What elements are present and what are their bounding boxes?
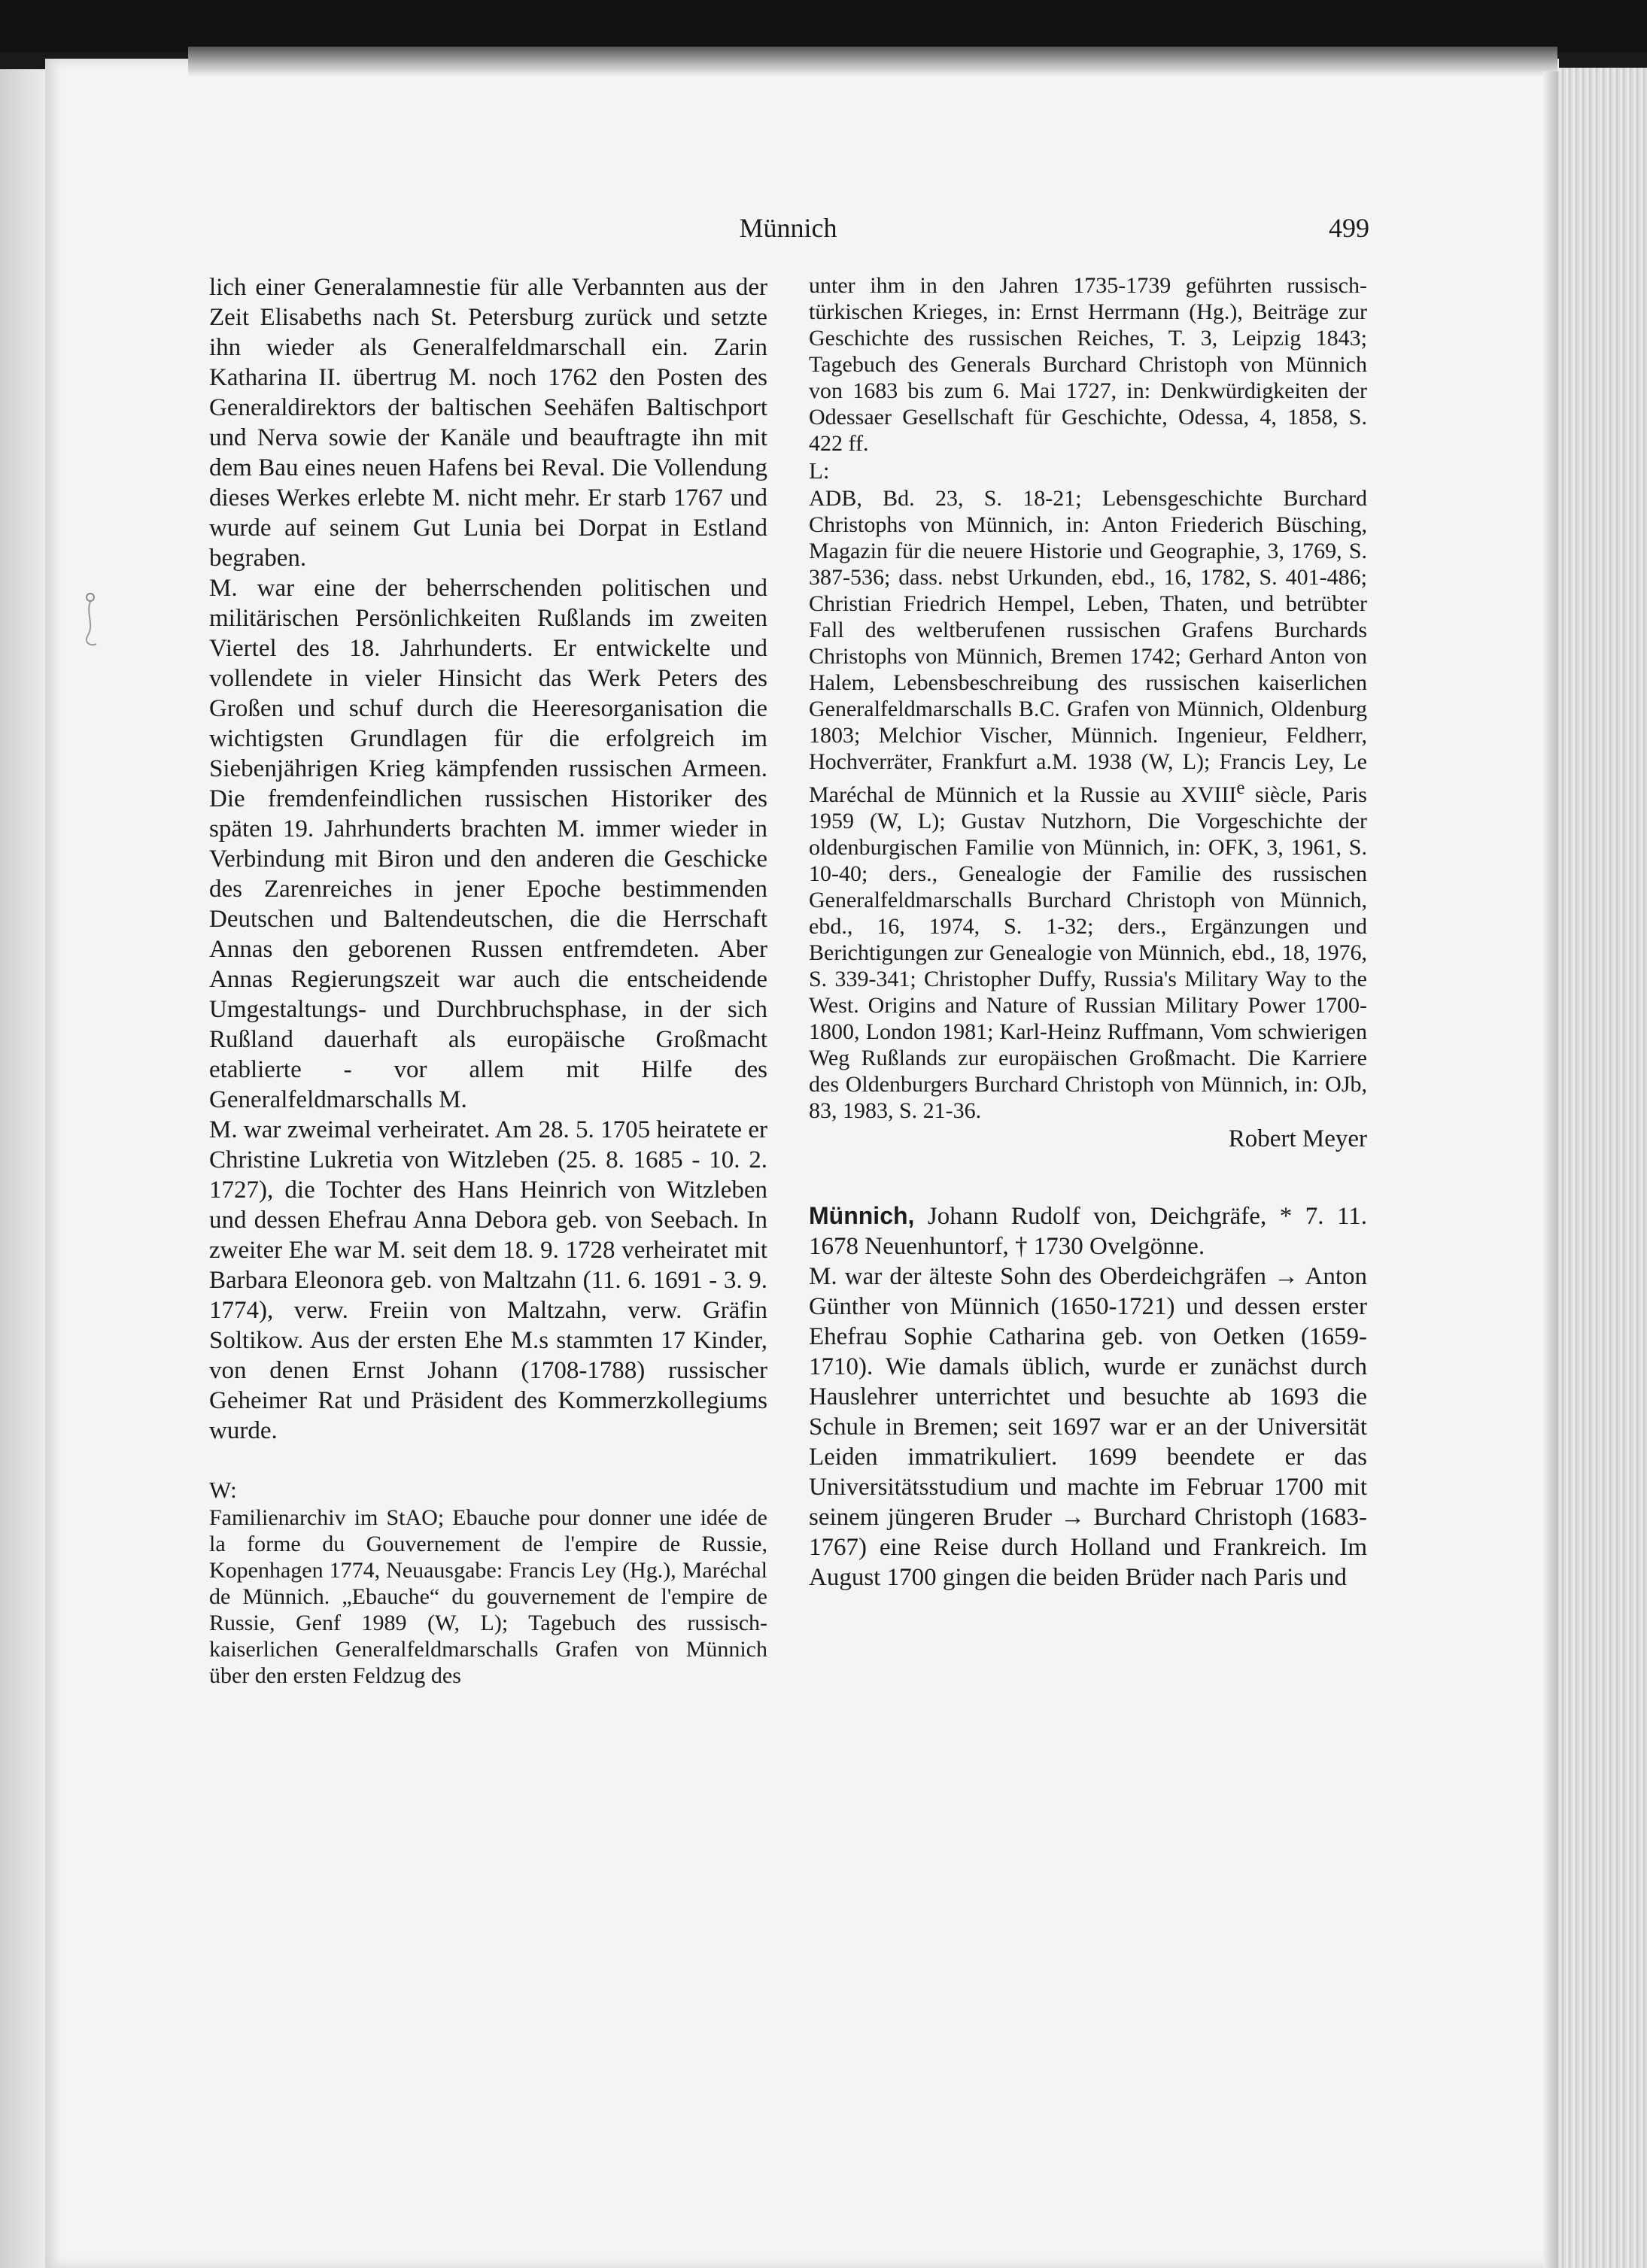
literature-part-a: ADB, Bd. 23, S. 18-21; Lebensgeschichte Burchard Christophs von Münnich, in: Anton Friederich Büsching, Magazin für die neuere Historie und Geographie, 3, 1769, S. 387-536; dass. nebst Urkunden, ebd., 16, 1782, S. 401-486; Christian Friedrich Hempel, Leben, Thaten, und betrübter Fall des weltberufenen russischen Grafens Burchards Christophs von Münnich, Bremen 1742; Gerhard Anton von Halem, Lebensbeschreibung des russischen kaiserlichen Generalfeldmarschalls B.C. Grafen von Münnich, Oldenburg 1803; Melchior Vischer, Münnich. Ingenieur, Feldherr, Hochverräter, Frankfurt a.M. 1938 (W, L); Francis Ley, Le Maréchal de Münnich et la Russie au XVIII (809, 486, 1367, 807)
right-column (809, 272, 1367, 1592)
entry-heading (809, 1201, 1367, 1262)
margin-pencil-mark (81, 591, 99, 651)
article-author: Robert Meyer (1228, 1125, 1367, 1152)
literature-superscript: e (1236, 778, 1245, 798)
page-number: 499 (1329, 213, 1369, 243)
works-text: Familienarchiv im StAO; Ebauche pour donner une idée de la forme du Gouvernement de l'empire de Russie, Kopenhagen 1774, Neuausgabe: Francis Ley (Hg.), Maréchal de Münnich. „Ebauche“ du gouvernement de l'empire de Russie, Genf 1989 (W, L); Tagebuch des russisch-kaiserlichen Generalfeldmarschalls Grafen von Münnich über den ersten Feldzug des (209, 1505, 767, 1688)
literature-part-b: siècle, Paris 1959 (W, L); Gustav Nutzhorn, Die Vorgeschichte der oldenburgischen Familie von Münnich, in: OFK, 3, 1961, S. 10-40; ders., Genealogie der Familie des russischen Generalfeldmarschalls Burchard Christoph von Münnich, ebd., 16, 1974, S. 1-32; ders., Ergänzungen und Berichtigungen zur Genealogie von Münnich, ebd., 18, 1976, S. 339-341; Christopher Duffy, Russia's Military Way to the West. Origins and Nature of Russian Military Power 1700-1800, London 1981; Karl-Heinz Ruffmann, Vom schwierigen Weg Rußlands zur europäischen Großmacht. Die Karriere des Oldenburgers Burchard Christoph von Münnich, in: OJb, 83, 1983, S. 21-36. (809, 782, 1367, 1123)
entry-body: M. war der älteste Sohn des Oberdeichgräfen → Anton Günther von Münnich (1650-1721) und dessen erster Ehefrau Sophie Catharina geb. von Oetken (1659-1710). Wie damals üblich, wurde er zunächst durch Hauslehrer unterrichtet und besuchte ab 1693 die Schule in Bremen; seit 1697 war er an der Universität Leiden immatrikuliert. 1699 beendete er das Universitätsstudium und machte im Februar 1700 mit seinem jüngeren Bruder → Burchard Christoph (1683-1767) eine Reise durch Holland und Frankreich. Im August 1700 gingen die beiden Brüder nach Paris und (809, 1263, 1367, 1591)
running-head (207, 212, 1369, 250)
literature-text (809, 485, 1367, 1124)
entry-headword: Münnich, (809, 1202, 915, 1229)
left-column (209, 272, 767, 1689)
works-label: W: (209, 1477, 237, 1503)
works-continued: unter ihm in den Jahren 1735-1739 geführten russisch-türkischen Krieges, in: Ernst Herrmann (Hg.), Beiträge zur Geschichte des russischen Reiches, T. 3, Leipzig 1843; Tagebuch des Generals Burchard Christoph von Münnich von 1683 bis zum 6. Mai 1727, in: Denkwürdigkeiten der Odessaer Gesellschaft für Geschichte, Odessa, 4, 1858, S. 422 ff. (809, 273, 1367, 456)
scan-background (0, 0, 1647, 53)
book-fore-edge (1558, 68, 1647, 2268)
entry-head-details: Johann Rudolf von, Deichgräfe, * 7. 11. 1678 Neuenhuntorf, † 1730 Ovelgönne. (809, 1203, 1367, 1260)
paragraph: M. war zweimal verheiratet. Am 28. 5. 1705 heiratete er Christine Lukretia von Witzleben (25. 8. 1685 - 10. 2. 1727), die Tochter des Hans Heinrich von Witzleben und dessen Ehefrau Anna Debora geb. von Seebach. In zweiter Ehe war M. seit dem 18. 9. 1728 verheiratet mit Barbara Eleonora geb. von Maltzahn (11. 6. 1691 - 3. 9. 1774), verw. Freiin von Maltzahn, verw. Gräfin Soltikow. Aus der ersten Ehe M.s stammten 17 Kinder, von denen Ernst Johann (1708-1788) russischer Geheimer Rat und Präsident des Kommerzkollegiums wurde. (209, 1116, 767, 1444)
page-top-shadow (188, 47, 1557, 77)
paragraph: lich einer Generalamnestie für alle Verbannten aus der Zeit Elisabeths nach St. Petersburg zurück und setzte ihn wieder als Generalfeldmarschall ein. Zarin Katharina II. übertrug M. noch 1762 den Posten des Generaldirektors der baltischen Seehäfen Baltischport und Nerva sowie der Kanäle und beauftragte ihn mit dem Bau eines neuen Hafens bei Reval. Die Vollendung dieses Werkes erlebte M. nicht mehr. Er starb 1767 und wurde auf seinem Gut Lunia bei Dorpat in Estland begraben. (209, 274, 767, 572)
paragraph: M. war eine der beherrschenden politischen und militärischen Persönlichkeiten Rußlands im zweiten Viertel des 18. Jahrhunderts. Er entwickelte und vollendete in vieler Hinsicht das Werk Peters des Großen und schuf durch die Heeresorganisation die wichtigsten Grundlagen für die erfolgreich im Siebenjährigen Krieg kämpfenden russischen Armeen. Die fremdenfeindlichen russischen Historiker des späten 19. Jahrhunderts brachten M. immer wieder in Verbindung mit Biron und den anderen die Geschicke des Zarenreiches in jener Epoche bestimmenden Deutschen und Baltendeutschen, die die Herrschaft Annas den geborenen Russen entfremdeten. Aber Annas Regierungszeit war auch die entscheidende Umgestaltungs- und Durchbruchsphase, in der sich Rußland dauerhaft als europäische Großmacht etablierte - vor allem mit Hilfe des Generalfeldmarschalls M. (209, 575, 767, 1113)
running-title: Münnich (739, 213, 837, 243)
literature-label: L: (809, 457, 830, 484)
page-curl-shadow (1543, 71, 1558, 2268)
